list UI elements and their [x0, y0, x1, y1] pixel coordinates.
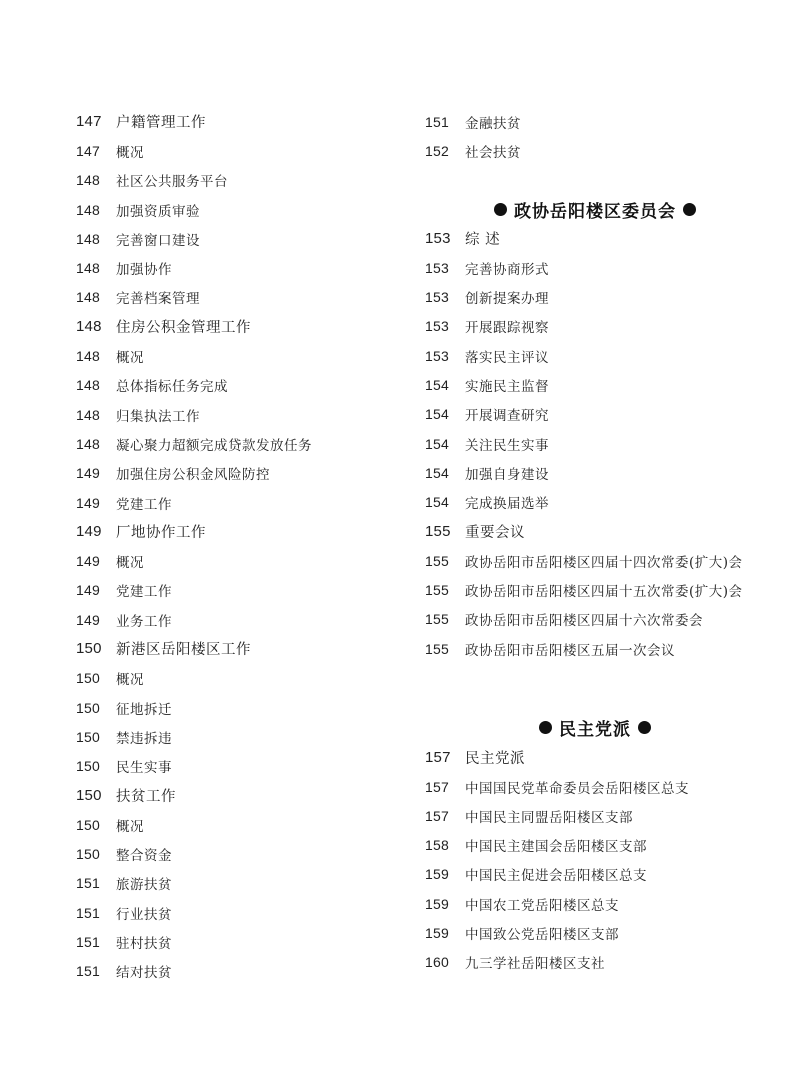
toc-entry	[76, 664, 406, 693]
toc-page-number: 151	[76, 963, 100, 980]
toc-entry	[76, 898, 406, 927]
toc-page-number: 148	[76, 172, 100, 189]
toc-entry	[425, 136, 765, 165]
toc-entry	[76, 283, 406, 312]
toc-page-number: 148	[76, 201, 100, 218]
toc-entry	[76, 634, 406, 663]
section-heading-democratic-parties	[425, 713, 765, 742]
toc-page-number: 148	[76, 289, 100, 306]
toc-entry-title: 政协岳阳市岳阳楼区四届十四次常委(扩大)会	[465, 554, 743, 571]
toc-entry	[76, 957, 406, 986]
toc-entry	[425, 517, 765, 546]
toc-page-number: 154	[425, 406, 449, 423]
toc-entry	[76, 429, 406, 458]
toc-entry-title: 概况	[116, 672, 144, 689]
toc-page-number: 151	[76, 933, 100, 950]
toc-page-number: 148	[76, 406, 100, 423]
toc-page-number: 157	[425, 778, 449, 795]
toc-page-number: 149	[76, 582, 100, 599]
toc-page-number: 153	[425, 230, 451, 248]
toc-page-number: 153	[425, 289, 449, 306]
toc-entry	[76, 693, 406, 722]
toc-page-number: 153	[425, 318, 449, 335]
toc-page-number: 150	[76, 699, 100, 716]
toc-entry-title: 中国民主促进会岳阳楼区总支	[465, 868, 647, 885]
toc-entry	[76, 253, 406, 282]
toc-entry	[425, 889, 765, 918]
toc-page-number: 151	[76, 904, 100, 921]
toc-entry	[76, 400, 406, 429]
toc-entry	[76, 312, 406, 341]
toc-section-cppcc-list	[425, 224, 765, 663]
toc-entry-title: 重要会议	[465, 525, 525, 541]
toc-entry	[76, 107, 406, 136]
toc-entry	[425, 801, 765, 830]
toc-page-number: 150	[76, 758, 100, 775]
toc-entry-title: 完成换届选举	[465, 496, 549, 513]
toc-entry-title: 征地拆迁	[116, 701, 172, 718]
toc-entry	[425, 458, 765, 487]
toc-entry	[425, 341, 765, 370]
toc-entry	[76, 341, 406, 370]
toc-entry-title: 民生实事	[116, 760, 172, 777]
toc-page-number: 150	[76, 640, 102, 658]
toc-entry	[425, 282, 765, 311]
toc-page-number: 152	[425, 142, 449, 159]
toc-page-number: 148	[76, 435, 100, 452]
toc-entry	[76, 224, 406, 253]
toc-entry-title: 创新提案办理	[465, 291, 549, 308]
toc-entry-title: 中国农工党岳阳楼区总支	[465, 897, 619, 914]
toc-entry	[425, 546, 765, 575]
toc-entry	[425, 253, 765, 282]
toc-entry	[76, 166, 406, 195]
toc-entry	[425, 107, 765, 136]
toc-entry-title: 党建工作	[116, 584, 172, 601]
toc-page-number: 154	[425, 377, 449, 394]
toc-entry-title: 驻村扶贫	[116, 935, 172, 952]
toc-page-number: 150	[76, 728, 100, 745]
toc-entry	[425, 831, 765, 860]
toc-page-number: 155	[425, 582, 449, 599]
toc-entry-title: 整合资金	[116, 848, 172, 865]
toc-page-number: 159	[425, 895, 449, 912]
toc-entry-title: 落实民主评议	[465, 349, 549, 366]
toc-entry-title: 社会扶贫	[465, 144, 521, 161]
toc-entry	[425, 860, 765, 889]
toc-page-number: 149	[76, 523, 102, 541]
toc-page-number: 150	[76, 670, 100, 687]
toc-entry	[76, 605, 406, 634]
toc-page-number: 157	[425, 807, 449, 824]
bullet-dot-icon	[683, 203, 696, 216]
toc-page-number: 155	[425, 523, 451, 540]
toc-entry-title: 厂地协作工作	[116, 525, 206, 542]
toc-entry-title: 行业扶贫	[116, 906, 172, 923]
toc-entry-title: 业务工作	[116, 613, 172, 630]
toc-entry-title: 加强协作	[116, 262, 172, 279]
toc-page-number: 154	[425, 435, 449, 452]
toc-entry	[425, 743, 765, 772]
toc-section-parties-list	[425, 743, 765, 977]
toc-page-number: 155	[425, 640, 449, 657]
toc-entry-title: 实施民主监督	[465, 379, 549, 396]
toc-entry	[425, 918, 765, 947]
toc-page-number: 154	[425, 494, 449, 511]
toc-entry-title: 结对扶贫	[116, 965, 172, 982]
toc-entry-title: 加强资质审验	[116, 203, 200, 220]
toc-entry-title: 政协岳阳市岳阳楼区四届十六次常委会	[465, 613, 703, 630]
toc-entry-title: 住房公积金管理工作	[116, 320, 251, 337]
toc-page-number: 147	[76, 113, 102, 131]
toc-page-number: 151	[76, 875, 100, 892]
toc-entry	[76, 869, 406, 898]
toc-entry-title: 概况	[116, 818, 144, 835]
toc-page-number: 159	[425, 925, 449, 942]
toc-entry-title: 政协岳阳市岳阳楼区四届十五次常委(扩大)会	[465, 584, 743, 601]
section-heading-cppcc	[425, 195, 765, 224]
toc-entry-title: 综 述	[465, 232, 501, 249]
toc-entry	[76, 546, 406, 575]
bullet-dot-icon	[539, 721, 552, 734]
toc-entry	[425, 772, 765, 801]
toc-page-number: 149	[76, 611, 100, 628]
toc-entry	[76, 195, 406, 224]
toc-entry-title: 扶贫工作	[116, 788, 176, 805]
toc-page-number: 155	[425, 552, 449, 569]
toc-page-number: 159	[425, 866, 449, 883]
toc-page-number: 149	[76, 465, 100, 482]
toc-entry-title: 总体指标任务完成	[116, 379, 228, 396]
toc-entry-title: 归集执法工作	[116, 408, 200, 425]
toc-entry	[425, 429, 765, 458]
toc-page-number: 154	[425, 464, 449, 481]
toc-entry	[76, 576, 406, 605]
toc-entry-title: 旅游扶贫	[116, 877, 172, 894]
toc-page-number: 150	[76, 816, 100, 833]
toc-entry	[76, 371, 406, 400]
section-heading-text: 民主党派	[559, 720, 631, 741]
toc-entry-title: 民主党派	[465, 750, 525, 767]
toc-entry	[425, 312, 765, 341]
toc-entry-title: 中国致公党岳阳楼区支部	[465, 927, 619, 944]
section-heading-text: 政协岳阳楼区委员会	[514, 201, 676, 222]
toc-entry	[425, 370, 765, 399]
toc-entry-title: 政协岳阳市岳阳楼区五届一次会议	[465, 642, 675, 659]
toc-entry	[76, 136, 406, 165]
toc-page-number: 148	[76, 377, 100, 394]
toc-page-number: 160	[425, 954, 449, 971]
toc-entry-title: 概况	[116, 144, 144, 161]
toc-left-column	[76, 107, 406, 986]
toc-entry-title: 完善档案管理	[116, 291, 200, 308]
toc-entry-title: 中国国民党革命委员会岳阳楼区总支	[465, 780, 689, 797]
toc-entry	[76, 781, 406, 810]
toc-entry	[425, 634, 765, 663]
toc-page-number: 150	[76, 846, 100, 863]
toc-entry	[76, 839, 406, 868]
toc-entry	[76, 810, 406, 839]
toc-entry	[76, 722, 406, 751]
toc-entry-title: 新港区岳阳楼区工作	[116, 642, 251, 659]
toc-entry-title: 加强住房公积金风险防控	[116, 467, 270, 484]
toc-entry	[425, 224, 765, 253]
toc-entry-title: 社区公共服务平台	[116, 174, 228, 191]
toc-entry-title: 关注民生实事	[465, 437, 549, 454]
toc-right-top-list	[425, 107, 765, 166]
toc-entry	[425, 605, 765, 634]
toc-page-number: 153	[425, 347, 449, 364]
toc-entry-title: 完善窗口建设	[116, 232, 200, 249]
toc-page-number: 155	[425, 611, 449, 628]
toc-entry	[425, 575, 765, 604]
toc-page-number: 151	[425, 113, 449, 130]
toc-entry	[425, 488, 765, 517]
toc-page-number: 148	[76, 318, 102, 336]
toc-entry-title: 金融扶贫	[465, 115, 521, 132]
toc-entry-title: 概况	[116, 555, 144, 572]
toc-entry-title: 加强自身建设	[465, 466, 549, 483]
toc-entry-title: 党建工作	[116, 496, 172, 513]
toc-entry-title: 中国民主同盟岳阳楼区支部	[465, 809, 633, 826]
toc-entry	[76, 459, 406, 488]
toc-page-number: 158	[425, 837, 449, 854]
toc-entry-title: 概况	[116, 350, 144, 367]
toc-page-number: 148	[76, 348, 100, 365]
toc-page-number: 153	[425, 259, 449, 276]
toc-entry-title: 中国民主建国会岳阳楼区支部	[465, 839, 647, 856]
toc-entry	[425, 948, 765, 977]
toc-page-number: 149	[76, 553, 100, 570]
toc-entry-title: 开展调查研究	[465, 408, 549, 425]
toc-entry	[76, 517, 406, 546]
toc-entry-title: 完善协商形式	[465, 261, 549, 278]
bullet-dot-icon	[638, 721, 651, 734]
toc-entry-title: 凝心聚力超额完成贷款发放任务	[116, 437, 312, 454]
toc-page-number: 150	[76, 786, 102, 804]
toc-page-number: 148	[76, 230, 100, 247]
toc-page-number: 157	[425, 748, 451, 766]
toc-page-number: 149	[76, 494, 100, 511]
toc-entry-title: 九三学社岳阳楼区支社	[465, 956, 605, 973]
bullet-dot-icon	[494, 203, 507, 216]
toc-entry-title: 禁违拆违	[116, 730, 172, 747]
toc-entry	[425, 400, 765, 429]
toc-entry-title: 开展跟踪视察	[465, 320, 549, 337]
toc-entry	[76, 752, 406, 781]
toc-page-number: 148	[76, 260, 100, 277]
toc-entry	[76, 488, 406, 517]
toc-page-number: 147	[76, 142, 100, 159]
toc-entry-title: 户籍管理工作	[116, 115, 206, 132]
toc-entry	[76, 927, 406, 956]
toc-right-column	[425, 107, 765, 977]
